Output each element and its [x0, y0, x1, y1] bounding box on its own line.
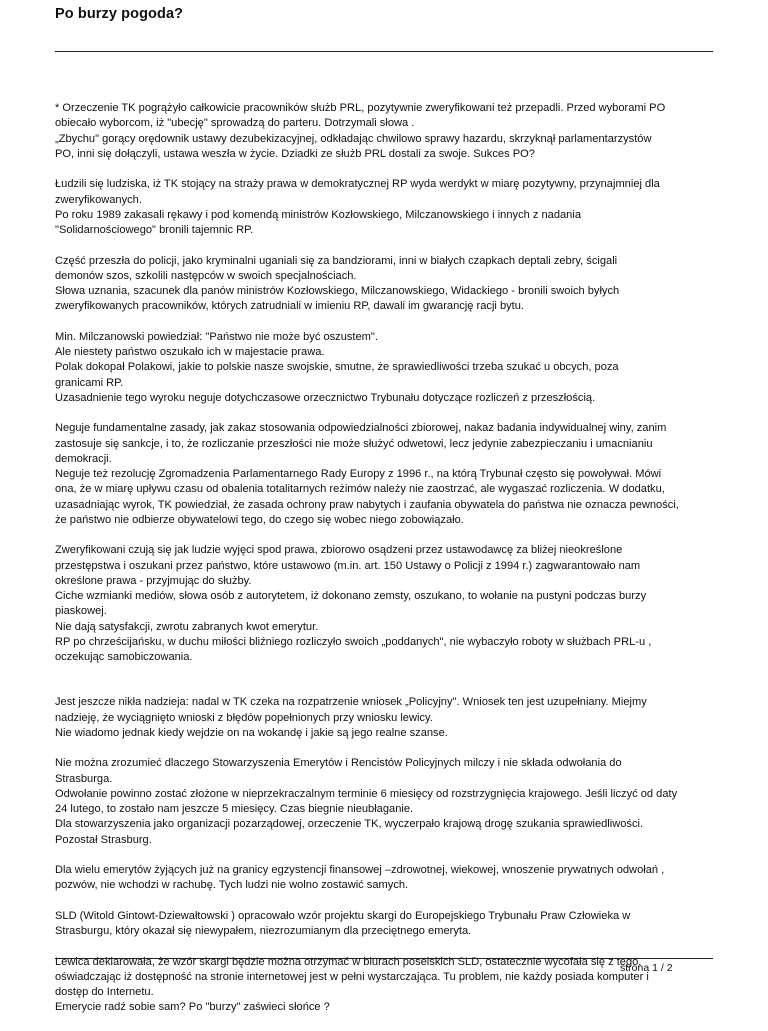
text-line: „Zbychu" gorący orędownik ustawy dezubekizacyjnej, odkładając chwilowo sprawy hazardu, skrzyknął parlamentarzystów: [55, 132, 652, 145]
paragraph-9: [55, 863, 715, 894]
footer-divider: [55, 958, 713, 959]
text-line: Nie dają satysfakcji, zwrotu zabranych kwot emerytur.: [55, 620, 319, 633]
text-line: Ale niestety państwo oszukało ich w majestacie prawa.: [55, 346, 325, 358]
text-line: Min. Milczanowski powiedział: "Państwo nie może być oszustem".: [55, 330, 378, 343]
text-line: Część przeszła do policji, jako kryminalni uganiali się za bandziorami, inni w białych czapkach deptali zebry, ścigali: [55, 254, 618, 267]
paragraph-7: [55, 695, 715, 741]
text-line: Dla stowarzyszenia jako organizacji pozarządowej, orzeczenie TK, wyczerpało krajową drogę szukania sprawiedliwości.: [55, 818, 644, 831]
text-line: PO, inni się dołączyli, ustawa weszła w życie. Dziadki ze służb PRL dostali za swoje. Sukces PO?: [55, 147, 535, 160]
text-line: Słowa uznania, szacunek dla panów ministrów Kozłowskiego, Milczanowskiego, Widackiego - bronili swoich byłych: [55, 285, 620, 297]
text-line: demonów szos, szkolili następców w swoich specjalnościach.: [55, 269, 357, 282]
text-line: Neguje fundamentalne zasady, jak zakaz stosowania odpowiedzialności zbiorowej, nakaz badania indywidualnej winy, zanim: [55, 422, 667, 435]
text-line: ona, że w miarę upływu czasu od obalenia totalitarnych reżimów należy nie zaostrzać, ale wygaszać rozliczenia. W dodatku,: [55, 483, 665, 496]
paragraph-8: [55, 756, 715, 848]
paragraph-5: [55, 421, 715, 528]
text-line: Strasburgu, który okazał się niewypałem, niezrozumianym dla przeciętnego emeryta.: [55, 925, 472, 937]
text-line: piaskowej.: [55, 605, 107, 618]
text-line: pozwów, nie wchodzi w rachubę. Tych ludzi nie wolno zostawić samych.: [55, 879, 409, 892]
text-line: SLD (Witold Gintowt-Dziewałtowski ) opracowało wzór projektu skargi do Europejskiego Trybunału Praw Człowieka w: [55, 909, 631, 922]
text-line: Po roku 1989 zakasali rękawy i pod komendą ministrów Kozłowskiego, Milczanowskiego i innych z nadania: [55, 208, 581, 221]
text-line: nadzieję, że wyciągnięto wnioski z błędów popełnionych przy wniosku lewicy.: [55, 711, 433, 724]
text-line: Jest jeszcze nikła nadzieja: nadal w TK czeka na rozpatrzenie wniosek „Policyjny". Wniosek ten jest uzupełniany. Miejmy: [55, 696, 647, 709]
text-line: * Orzeczenie TK pogrążyło całkowicie pracowników służb PRL, pozytywnie zweryfikowani też przepadli. Przed wyborami PO: [55, 102, 666, 114]
text-line: uzasadniając wyrok, TK powiedział, że zasada ochrony praw nabytych i zaufania obywatela do państwa nie oznacza pewności,: [55, 498, 679, 511]
text-line: zweryfikowanych pracowników, których zatrudniali w imieniu RP, dawali im gwarancję racji bytu.: [55, 300, 525, 313]
article-body: [55, 101, 715, 1031]
text-line: Lewica deklarowała, że wzór skargi będzie można otrzymać w biurach poselskich SLD, ostatecznie wycofała się z tego,: [55, 955, 642, 968]
paragraph-3: [55, 254, 715, 315]
text-line: Dla wielu emerytów żyjących już na granicy egzystencji finansowej –zdrowotnej, wiekowej, wnoszenie prywatnych odwołań ,: [55, 864, 665, 876]
text-line: oświadczając iż dostępność na stronie internetowej jest w pełni wystarczająca. Tu problem, nie każdy posiada komputer i: [55, 970, 649, 983]
paragraph-2: [55, 177, 715, 238]
text-line: określone prawa - przyjmując do służby.: [55, 574, 252, 587]
text-line: Nie wiadomo jednak kiedy wejdzie on na wokandę i jakie są jego realne szanse.: [55, 726, 448, 739]
text-line: przestępstwa i oszukani przez państwo, które ustawowo (m.in. art. 150 Ustawy o Policji z 1994 r.) zagwarantowało nam: [55, 559, 641, 572]
paragraph-1: [55, 101, 715, 162]
text-line: Neguje też rezolucję Zgromadzenia Parlamentarnego Rady Europy z 1996 r., na którą Trybunał często się powoływał. Mówi: [55, 468, 662, 480]
text-line: Odwołanie powinno zostać złożone w nieprzekraczalnym terminie 6 miesięcy od rozstrzygnięcia krajowego. Jeśli liczyć od daty: [55, 787, 678, 800]
text-line: Emerycie radź sobie sam? Po "burzy" zaświeci słońce ?: [55, 1001, 330, 1014]
text-line: 24 lutego, to zostało nam jeszcze 5 miesięcy. Czas biegnie nieubłaganie.: [55, 803, 414, 815]
paragraph-11: [55, 955, 715, 1016]
text-line: obiecało wyborcom, iż "ubecję" sprowadzą do parteru. Dotrzymali słowa .: [55, 117, 415, 130]
text-line: Uzasadnienie tego wyroku neguje dotychczasowe orzecznictwo Trybunału dotyczące rozliczeń z przeszłością.: [55, 391, 596, 404]
text-line: oczekując samobiczowania.: [55, 651, 193, 663]
header-divider: [55, 51, 713, 52]
page-number: strona 1 / 2: [620, 962, 673, 974]
text-line: zastosuje się sankcje, i to, że rozliczanie przeszłości nie może służyć odwetowi, lecz jedynie zabezpieczaniu i umacnianiu: [55, 437, 653, 450]
text-line: Łudzili się ludziska, iż TK stojący na straży prawa w demokratycznej RP wyda werdykt w miarę pozytywny, przynajmniej dla: [55, 178, 660, 191]
text-line: dostęp do Internetu.: [55, 986, 154, 998]
paragraph-4: [55, 330, 715, 406]
text-line: że państwo nie odbierze obywatelowi tego, do czego się wobec niego zobowiązało.: [55, 513, 464, 526]
text-line: granicami RP.: [55, 376, 124, 389]
text-line: Ciche wzmianki mediów, słowa osób z autorytetem, iż dokonano zemsty, oszukano, to wołanie na pustyni podczas burzy: [55, 590, 647, 602]
paragraph-10: [55, 909, 715, 940]
text-line: Nie można zrozumieć dlaczego Stowarzyszenia Emerytów i Rencistów Policyjnych milczy i nie składa odwołania do: [55, 757, 622, 770]
text-line: demokracji.: [55, 452, 112, 465]
text-line: Polak dokopał Polakowi, jakie to polskie nasze swojskie, smutne, że sprawiedliwości trzeba szukać u obcych, poza: [55, 361, 619, 374]
page-title: Po burzy pogoda?: [55, 6, 184, 22]
text-line: "Solidarnościowego" bronili tajemnic RP.: [55, 224, 254, 236]
paragraph-6: [55, 543, 715, 665]
text-line: RP po chrześcijańsku, w duchu miłości bliźniego rozliczyło swoich „poddanych", nie wybaczyło roboty w służbach PRL-u ,: [55, 635, 652, 648]
text-line: Zweryfikowani czują się jak ludzie wyjęci spod prawa, zbiorowo osądzeni przez ustawodawcę za bliżej nieokreślone: [55, 544, 623, 557]
text-line: Strasburga.: [55, 772, 113, 785]
text-line: Pozostał Strasburg.: [55, 833, 152, 846]
text-line: zweryfikowanych.: [55, 193, 142, 206]
